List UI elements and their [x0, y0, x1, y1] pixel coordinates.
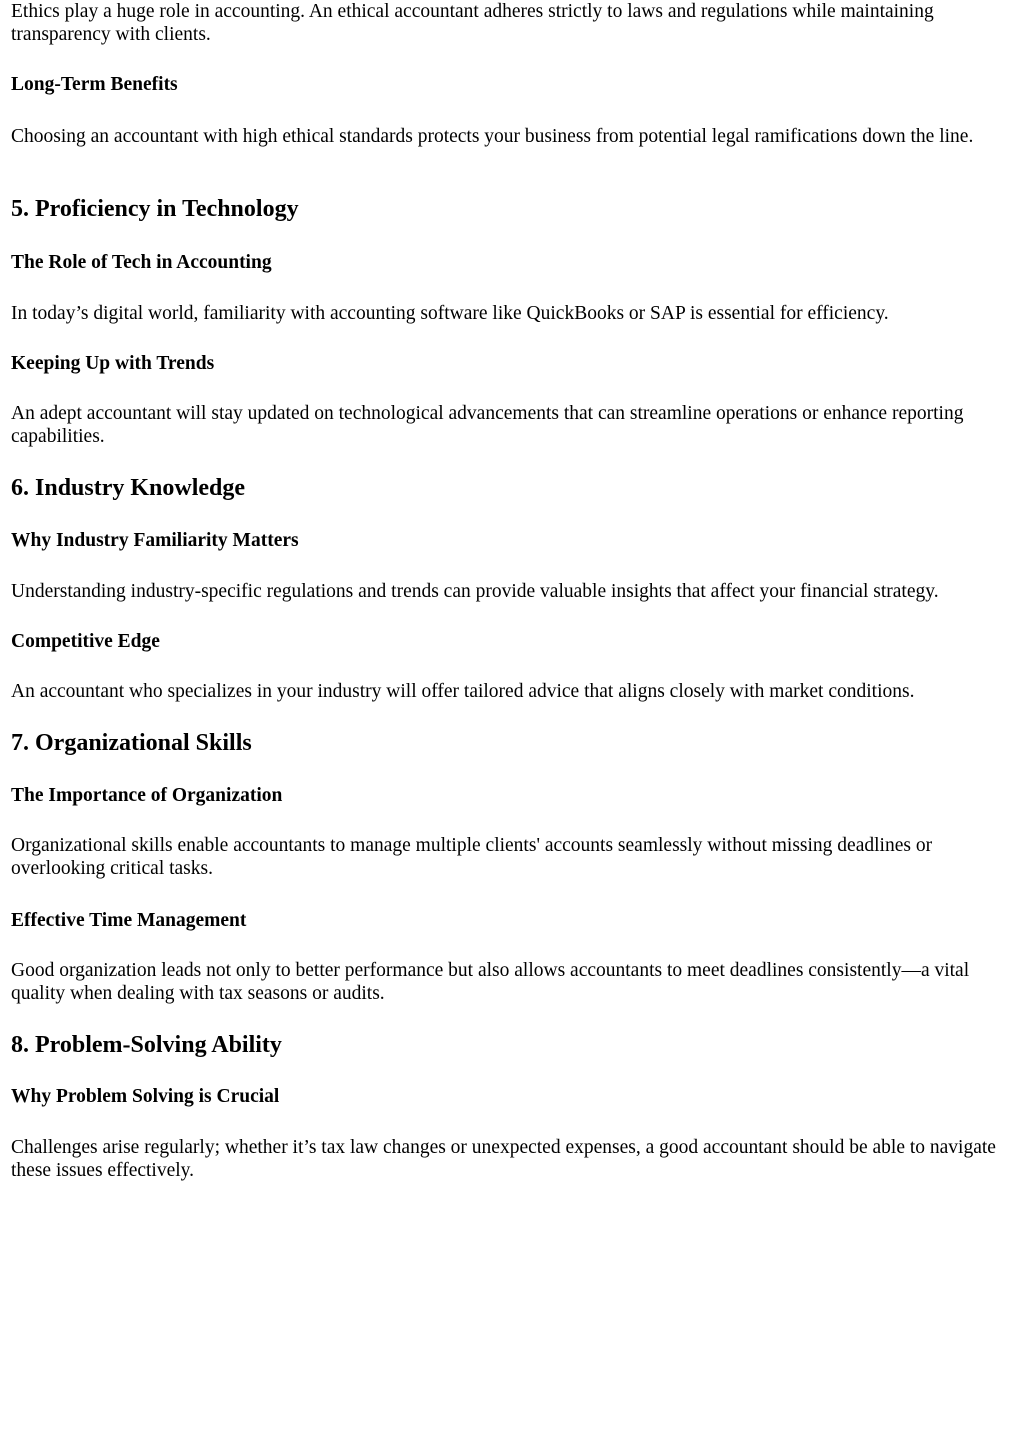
long-term-benefits-paragraph: Choosing an accountant with high ethical standards protects your business from potential legal ramifications down the line. [11, 126, 974, 147]
keeping-up-paragraph: An adept accountant will stay updated on technological advancements that can streamline operations or enhance reporting capabilities. [11, 403, 964, 447]
time-management-subheading: Effective Time Management [11, 910, 247, 931]
competitive-edge-paragraph: An accountant who specializes in your industry will offer tailored advice that aligns closely with market conditions. [11, 681, 915, 702]
industry-knowledge-heading: 6. Industry Knowledge [11, 475, 246, 501]
problem-solving-subheading: Why Problem Solving is Crucial [11, 1086, 280, 1107]
importance-of-organization-paragraph: Organizational skills enable accountants to manage multiple clients' accounts seamlessly without missing deadlines or overlooking critical tasks. [11, 835, 933, 879]
time-management-paragraph: Good organization leads not only to better performance but also allows accountants to meet deadlines consistently—a vital quality when dealing with tax seasons or audits. [11, 960, 970, 1004]
role-of-tech-paragraph: In today’s digital world, familiarity with accounting software like QuickBooks or SAP is essential for efficiency. [11, 303, 889, 324]
competitive-edge-subheading: Competitive Edge [11, 631, 160, 652]
role-of-tech-subheading: The Role of Tech in Accounting [11, 252, 272, 273]
industry-familiarity-subheading: Why Industry Familiarity Matters [11, 530, 299, 551]
importance-of-organization-subheading: The Importance of Organization [11, 785, 283, 806]
keeping-up-subheading: Keeping Up with Trends [11, 353, 215, 374]
technology-heading: 5. Proficiency in Technology [11, 196, 299, 222]
problem-solving-paragraph: Challenges arise regularly; whether it’s tax law changes or unexpected expenses, a good accountant should be able to navigate these issues effectively. [11, 1137, 996, 1181]
organizational-skills-heading: 7. Organizational Skills [11, 730, 252, 756]
ethics-paragraph: Ethics play a huge role in accounting. An ethical accountant adheres strictly to laws and regulations while maintaining transparency with clients. [11, 1, 934, 45]
problem-solving-heading: 8. Problem-Solving Ability [11, 1032, 282, 1058]
industry-familiarity-paragraph: Understanding industry-specific regulations and trends can provide valuable insights that affect your financial strategy. [11, 581, 939, 602]
long-term-benefits-subheading: Long-Term Benefits [11, 74, 178, 95]
